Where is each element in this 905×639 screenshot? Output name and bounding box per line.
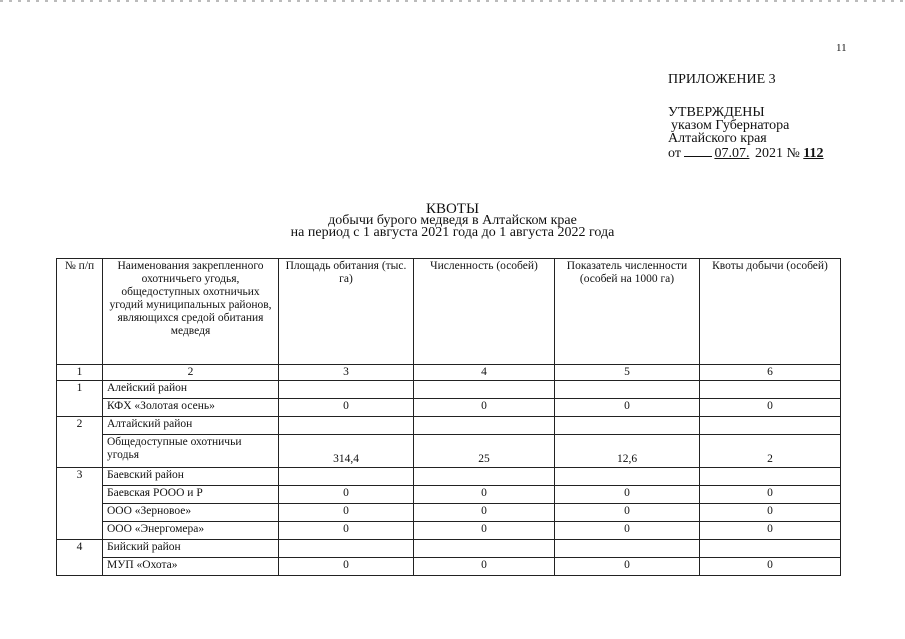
group-num: 4: [57, 540, 103, 576]
title-line1: КВОТЫ: [425, 201, 480, 217]
entity-name: Баевская РООО и Р: [103, 486, 279, 504]
quota-cell: 0: [700, 399, 841, 417]
approved-label: УТВЕРЖДЕНЫ: [668, 105, 765, 120]
quota-table: [56, 258, 841, 576]
decree-date: 07.07.: [714, 146, 750, 161]
table-row: [57, 540, 841, 558]
density-cell: 0: [555, 486, 700, 504]
header-density: Показатель численности (особей на 1000 га): [555, 259, 700, 365]
entity-name: Общедоступные охотничьи угодья: [103, 435, 279, 468]
decree-number: 112: [803, 146, 824, 161]
count-cell: 0: [414, 522, 555, 540]
quota-cell: 2: [700, 435, 841, 468]
count-cell: 0: [414, 399, 555, 417]
date-prefix: от: [668, 146, 681, 161]
colnum-6: 6: [700, 365, 841, 381]
decree-year: 2021 №: [754, 146, 800, 161]
area-cell: 0: [279, 558, 414, 576]
table-row: [57, 504, 841, 522]
density-cell: 0: [555, 504, 700, 522]
table-row: [57, 468, 841, 486]
count-cell: 0: [414, 486, 555, 504]
quota-cell: 0: [700, 558, 841, 576]
table-row: [57, 417, 841, 435]
area-cell: 0: [279, 399, 414, 417]
decree-date-line: [668, 145, 824, 160]
table-row: [57, 558, 841, 576]
entity-name: КФХ «Золотая осень»: [103, 399, 279, 417]
group-num: 3: [57, 468, 103, 540]
district-name: Алейский район: [103, 381, 279, 399]
approval-block: [668, 73, 824, 160]
table-row: [57, 435, 841, 468]
quota-cell: 0: [700, 522, 841, 540]
area-cell: 0: [279, 486, 414, 504]
district-name: Баевский район: [103, 468, 279, 486]
table-row: [57, 486, 841, 504]
date-blank: [684, 145, 712, 157]
count-cell: 0: [414, 558, 555, 576]
density-cell: 0: [555, 558, 700, 576]
title-line2: добычи бурого медведя в Алтайском крае: [328, 213, 577, 228]
colnum-2: 2: [103, 365, 279, 381]
district-name: Алтайский район: [103, 417, 279, 435]
area-cell: 0: [279, 504, 414, 522]
header-num: № п/п: [57, 259, 103, 365]
entity-name: МУП «Охота»: [103, 558, 279, 576]
title-line3: на период с 1 августа 2021 года до 1 августа 2022 года: [290, 225, 615, 240]
entity-name: ООО «Энергомера»: [103, 522, 279, 540]
quota-cell: 0: [700, 486, 841, 504]
table-header-row: [57, 259, 841, 365]
count-cell: 0: [414, 504, 555, 522]
header-name: Наименования закрепленного охотничьего угодья, общедоступных охотничьих угодий муниципальных районов, являющихся средой обитания медведя: [103, 259, 279, 365]
density-cell: 0: [555, 522, 700, 540]
count-cell: 25: [414, 435, 555, 468]
document-title: [0, 203, 905, 239]
approved-by-line1: указом Губернатора: [671, 118, 790, 133]
scan-artifact: [0, 0, 905, 2]
district-name: Бийский район: [103, 540, 279, 558]
density-cell: 0: [555, 399, 700, 417]
colnum-3: 3: [279, 365, 414, 381]
table-row: [57, 381, 841, 399]
approved-by-line2: Алтайского края: [668, 131, 767, 146]
table-row: [57, 522, 841, 540]
column-number-row: [57, 365, 841, 381]
header-count: Численность (особей): [414, 259, 555, 365]
page-number: 11: [836, 42, 847, 54]
group-num: 1: [57, 381, 103, 417]
colnum-1: 1: [57, 365, 103, 381]
table-row: [57, 399, 841, 417]
header-quota: Квоты добычи (особей): [700, 259, 841, 365]
entity-name: ООО «Зерновое»: [103, 504, 279, 522]
appendix-label: ПРИЛОЖЕНИЕ 3: [668, 72, 776, 87]
colnum-4: 4: [414, 365, 555, 381]
group-num: 2: [57, 417, 103, 468]
header-area: Площадь обитания (тыс. га): [279, 259, 414, 365]
colnum-5: 5: [555, 365, 700, 381]
area-cell: 314,4: [279, 435, 414, 468]
quota-cell: 0: [700, 504, 841, 522]
density-cell: 12,6: [555, 435, 700, 468]
area-cell: 0: [279, 522, 414, 540]
